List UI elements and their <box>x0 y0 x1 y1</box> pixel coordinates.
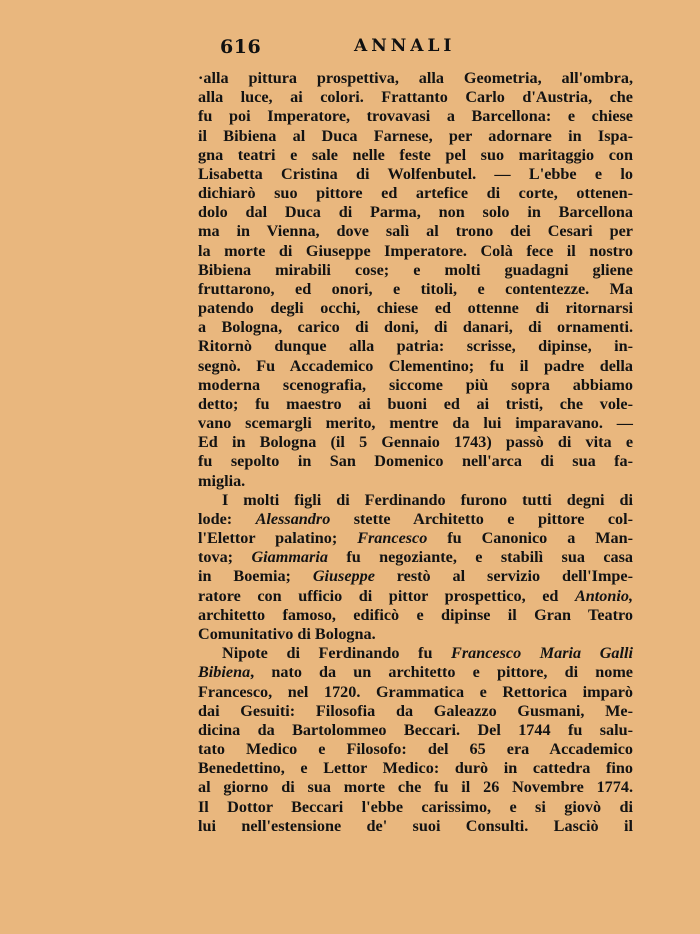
text-span: lode: <box>198 509 256 528</box>
italic-name: Giuseppe <box>312 567 375 586</box>
text-line: dicina da Bartolommeo Beccari. Del 1744 fu salu- <box>198 720 633 739</box>
text-line: Ed in Bologna (il 5 Gennaio 1743) passò di vita e <box>198 433 633 452</box>
text-line: fu sepolto in San Domenico nell'arca di sua fa- <box>198 452 633 471</box>
text-line <box>198 567 633 586</box>
text-line <box>198 587 633 606</box>
text-line: la morte di Giuseppe Imperatore. Colà fece il nostro <box>198 241 633 260</box>
text-line <box>198 548 633 567</box>
text-line: architetto famoso, edificò e dipinse il Gran Teatro <box>198 605 633 624</box>
italic-name: Bibiena <box>198 663 251 682</box>
text-span: Nipote di Ferdinando fu <box>222 644 452 663</box>
italic-name: Giammaria <box>251 548 328 567</box>
text-line: alla luce, ai colori. Frattanto Carlo d'Austria, che <box>198 88 633 107</box>
text-line: Benedettino, e Lettor Medico: durò in cattedra fino <box>198 759 633 778</box>
text-line: patendo degli occhi, chiese ed ottenne di ritornarsi <box>198 299 633 318</box>
text-line: a Bologna, carico di doni, di danari, di ornamenti. <box>198 318 633 337</box>
body-text <box>198 69 633 836</box>
text-line: segnò. Fu Accademico Clementino; fu il padre della <box>198 356 633 375</box>
text-span: tova; <box>198 548 252 567</box>
text-span: stette Architetto e pittore col- <box>330 509 634 528</box>
page-header <box>200 36 640 60</box>
text-line: Francesco, nel 1720. Grammatica e Rettorica imparò <box>198 682 633 701</box>
text-line: detto; fu maestro ai buoni ed ai tristi, che vole- <box>198 394 633 413</box>
text-line: al giorno di sua morte che fu il 26 Novembre 1774. <box>198 778 633 797</box>
text-line: ma in Vienna, dove salì al trono dei Cesari per <box>198 222 633 241</box>
text-span: l'Elettor palatino; <box>198 529 358 548</box>
text-span: restò al servizio dell'Impe- <box>374 567 634 586</box>
text-line <box>198 644 633 663</box>
italic-name: Antonio, <box>574 586 633 605</box>
text-span: in Boemia; <box>198 567 313 586</box>
text-line: vano scemargli merito, mentre da lui imparavano. — <box>198 414 633 433</box>
text-line: ·alla pittura prospettiva, alla Geometria, all'ombra, <box>198 69 633 87</box>
text-line: gna teatri e sale nelle feste pel suo maritaggio con <box>198 145 633 164</box>
text-line <box>198 510 633 529</box>
text-line: fruttarono, ed onori, e titoli, e contentezze. Ma <box>198 279 633 298</box>
text-line <box>198 529 633 548</box>
text-span: fu negoziante, e stabilì sua casa <box>327 548 634 567</box>
text-line: il Bibiena al Duca Farnese, per adornare in Ispa- <box>198 126 633 145</box>
text-line: Lisabetta Cristina di Wolfenbutel. — L'ebbe e lo <box>198 164 633 183</box>
running-head: ANNALI <box>354 36 456 56</box>
text-line: Il Dottor Beccari l'ebbe carissimo, e si giovò di <box>198 797 633 816</box>
text-line: Ritornò dunque alla patria: scrisse, dipinse, in- <box>198 337 633 356</box>
text-line: dolo dal Duca di Parma, non solo in Barcellona <box>198 203 633 222</box>
text-line: moderna scenografia, siccome più sopra abbiamo <box>198 375 633 394</box>
text-line: miglia. <box>198 471 246 490</box>
text-line: fu poi Imperatore, trovavasi a Barcellona: e chiese <box>198 107 633 126</box>
page-number: 616 <box>220 36 262 58</box>
italic-name: Francesco <box>357 529 428 548</box>
text-span: , nato da un architetto e pittore, di nome <box>250 663 633 682</box>
text-line: lui nell'estensione de' suoi Consulti. Lasciò il <box>198 816 633 835</box>
text-line: Bibiena mirabili cose; e molti guadagni gliene <box>198 260 633 279</box>
text-line <box>198 663 633 682</box>
text-line: Comunitativo di Bologna. <box>198 624 376 643</box>
text-line: dai Gesuiti: Filosofia da Galeazzo Gusmani, Me- <box>198 701 633 720</box>
text-span: ratore con ufficio di pittor prospettico, ed <box>198 586 575 605</box>
text-line: dichiarò suo pittore ed artefice di corte, ottenen- <box>198 184 633 203</box>
italic-name: Francesco Maria Galli <box>451 644 633 663</box>
text-span: fu Canonico a Man- <box>427 529 633 548</box>
italic-name: Alessandro <box>255 509 331 528</box>
text-line: tato Medico e Filosofo: del 65 era Accademico <box>198 740 633 759</box>
text-line: I molti figli di Ferdinando furono tutti degni di <box>222 490 633 509</box>
